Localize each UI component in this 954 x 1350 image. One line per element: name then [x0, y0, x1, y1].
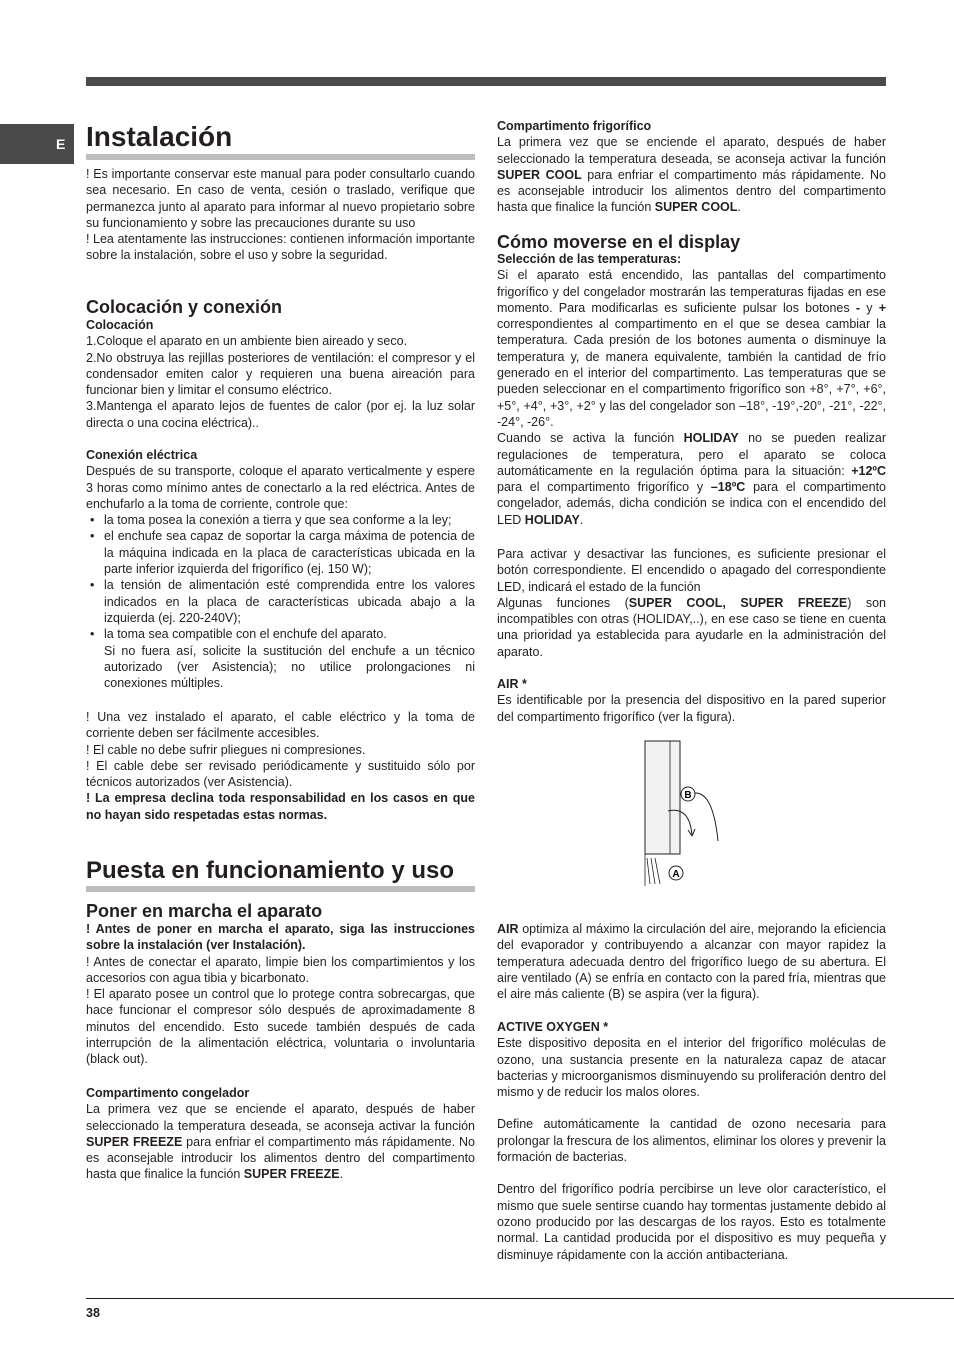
heading-colocacion-conexion: Colocación y conexión [86, 297, 283, 317]
poner-paragraph-1: ! Antes de poner en marcha el aparato, siga las instrucciones sobre la instalación (ver Instalación). [86, 922, 475, 953]
display-block [497, 251, 886, 528]
air-device-figure [630, 736, 750, 896]
list-item: • la tensión de alimentación esté comprendida entre los valores indicados en la placa de características ubicada abajo a la izquierda (ej. 220-240V); [86, 577, 475, 626]
page-number: 38 [86, 1306, 100, 1320]
heading-poner-en-marcha: Poner en marcha el aparato [86, 901, 323, 921]
poner-paragraph-2: ! Antes de conectar el aparato, limpie bien los compartimientos y los accesorios con agua tibia y bicarbonato. [86, 954, 475, 985]
figure-label-b: B [684, 790, 692, 801]
subheading-active-oxygen: ACTIVE OXYGEN * [497, 1020, 609, 1034]
warnings-block [86, 709, 475, 823]
air-description-block [497, 921, 886, 1002]
conexion-list [86, 512, 475, 642]
subheading-seleccion: Selección de las temperaturas: [497, 252, 682, 266]
oxygen-paragraph-2: Define automáticamente la cantidad de ozono necesaria para prolongar la frescura de los alimentos, eliminar los olores y prevenir la formación de bacterias. [497, 1117, 886, 1165]
header-bar [86, 77, 886, 86]
activar-block [497, 546, 886, 660]
warning-1: ! Una vez instalado el aparato, el cable eléctrico y la toma de corriente deben ser fácilmente accesibles. [86, 710, 475, 741]
oxygen-paragraph-1: Este dispositivo deposita en el interior del frigorífico moléculas de ozono, una sustancia presente en la naturaleza capaz de atacar bacterias y microorganismos disminuyendo su proliferación dentro del mismo y de reducir los malos olores. [497, 1036, 886, 1100]
conexion-intro: Después de su transporte, coloque el aparato verticalmente y espere 3 horas como mínimo antes de conectarlo a la red eléctrica. Antes de enchufarlo a la toma de corriente, controle que: [86, 464, 475, 511]
air-block [497, 676, 886, 725]
colocacion-block [86, 317, 475, 431]
holiday-paragraph: Cuando se activa la función HOLIDAY no se pueden realizar regulaciones de temperatura, pero el aparato se coloca automáticamente en la regulación óptima para la situación: +12ºC para el compartimento frigorífico y –18ºC para el compartimento congelador, además, dicha condición se indica con el encendido del LED HOLIDAY. [497, 431, 886, 527]
intro-paragraph-2: ! Lea atentamente las instrucciones: contienen información importante sobre la instalación, sobre el uso y sobre la seguridad. [86, 232, 475, 263]
frigorifico-block [497, 118, 886, 216]
activar-paragraph-2: Algunas funciones (SUPER COOL, SUPER FREEZE) son incompatibles con otras (HOLIDAY,..), en ese caso se tiene en cuenta una prioridad ya establecida para ayudarle en la administración del aparato. [497, 595, 886, 659]
colocacion-item-2: 2.No obstruya las rejillas posteriores de ventilación: el compresor y el condensador emiten calor y requieren una buena aireación para funcionar bien y limitar el consumo eléctrico. [86, 350, 475, 398]
air-paragraph-1: Es identificable por la presencia del dispositivo en la pared superior del compartimento frigorífico (ver la figura). [497, 693, 886, 724]
subheading-congelador: Compartimento congelador [86, 1086, 250, 1100]
warning-4: ! La empresa declina toda responsabilidad en los casos en que no hayan sido respetadas estas normas. [86, 791, 475, 822]
footer-line [86, 1298, 954, 1299]
subheading-frigorifico: Compartimento frigorífico [497, 119, 652, 133]
air-paragraph-2: AIR optimiza al máximo la circulación del aire, mejorando la eficiencia del evaporador y contribuyendo a alcanzar con mayor rapidez la temperatura adecuada dentro del frigorífico luego de su abertura. El aire ventilado (A) se enfría en contacto con la pared fría, mientras que el aire más caliente (B) se aspira (ver la figura). [497, 922, 886, 1002]
oxygen-paragraph-3: Dentro del frigorífico podría percibirse un leve olor característico, el mismo que suele sentirse cuando hay tormentas justamente debido al ozono producido por las descargas de los rayos. Esto es totalmente normal. La cantidad producida por el dispositivo es muy pequeña y disminuye rápidamente con la acción antibacteriana. [497, 1182, 886, 1262]
language-tab: E [0, 124, 74, 164]
poner-block [86, 921, 475, 1068]
colocacion-item-1: 1.Coloque el aparato en un ambiente bien aireado y seco. [86, 334, 408, 349]
subheading-air: AIR * [497, 677, 527, 691]
list-item: • la toma sea compatible con el enchufe del aparato. [86, 626, 475, 642]
list-item: • el enchufe sea capaz de soportar la carga máxima de potencia de la máquina indicada en la placa de características ubicada en la parte inferior izquierda del frigorífico (ej. 150 W); [86, 528, 475, 577]
congelador-paragraph: La primera vez que se enciende el aparato, después de haber seleccionado la temperatura deseada, se aconseja activar la función SUPER FREEZE para enfriar el compartimento más rápidamente. No es aconsejable introducir los alimentos dentro del compartimento hasta que finalice la función SUPER FREEZE. [86, 1102, 475, 1182]
figure-label-a: A [672, 869, 680, 880]
conexion-block [86, 447, 475, 691]
title-instalacion: Instalación [86, 120, 475, 160]
intro-block [86, 166, 475, 264]
poner-paragraph-3: ! El aparato posee un control que lo protege contra sobrecargas, que hace funcionar el compresor sólo después de aproximadamente 8 minutos del encendido. Esto sucede también después de cada interrupción de la alimentación eléctrica, voluntaria o involuntaria (black out). [86, 987, 475, 1067]
colocacion-item-3: 3.Mantenga el aparato lejos de fuentes de calor (por ej. la luz solar directa o una cocina eléctrica).. [86, 399, 475, 430]
frigorifico-paragraph: La primera vez que se enciende el aparato, después de haber seleccionado la temperatura deseada, se aconseja activar la función SUPER COOL para enfriar el compartimento más rápidamente. No es aconsejable introducir los alimentos dentro del compartimento hasta que finalice la función SUPER COOL. [497, 135, 886, 215]
conexion-note: Si no fuera así, solicite la sustitución del enchufe a un técnico autorizado (ver Asistencia); no utilice prolongaciones ni conexiones múltiples. [104, 643, 475, 691]
subheading-conexion: Conexión eléctrica [86, 448, 198, 462]
subheading-colocacion: Colocación [86, 318, 154, 332]
oxygen-block [497, 1019, 886, 1263]
warning-3: ! El cable debe ser revisado periódicamente y sustituido sólo por técnicos autorizados (ver Asistencia). [86, 758, 475, 790]
congelador-block [86, 1085, 475, 1183]
intro-paragraph-1: ! Es importante conservar este manual para poder consultarlo cuando sea necesario. En caso de venta, cesión o traslado, verifique que permanezca junto al aparato para informar al nuevo propietario sobre su funcionamiento y sobre las precauciones durante su uso [86, 167, 475, 230]
activar-paragraph-1: Para activar y desactivar las funciones, es suficiente presionar el botón correspondiente. El encendido o apagado del correspondiente LED, indicará el estado de la función [497, 547, 886, 594]
seleccion-paragraph: Si el aparato está encendido, las pantallas del compartimento frigorífico y del congelador mostrarán las temperaturas fijadas en ese momento. Para modificarlas es suficiente pulsar los botones - y + correspondientes al compartimento en el que se desea cambiar la temperatura. Cada presión de los botones aumenta o disminuye la temperatura y, de manera equivalente, también la cantidad de frío generado en el interior del compartimento. Las temperaturas que se pueden seleccionar en el compartimento frigorífico son +8°, +7°, +6°, +5°, +4°, +3°, +2° y las del congelador son –18°, -19°,-20°, -21°, -22°, -24°, -26°. [497, 268, 886, 429]
title-puesta-en-funcionamiento: Puesta en funcionamiento y uso [86, 856, 475, 892]
heading-display: Cómo moverse en el display [497, 232, 741, 252]
warning-2: ! El cable no debe sufrir pliegues ni compresiones. [86, 742, 366, 757]
list-item: • la toma posea la conexión a tierra y que sea conforme a la ley; [86, 512, 475, 528]
